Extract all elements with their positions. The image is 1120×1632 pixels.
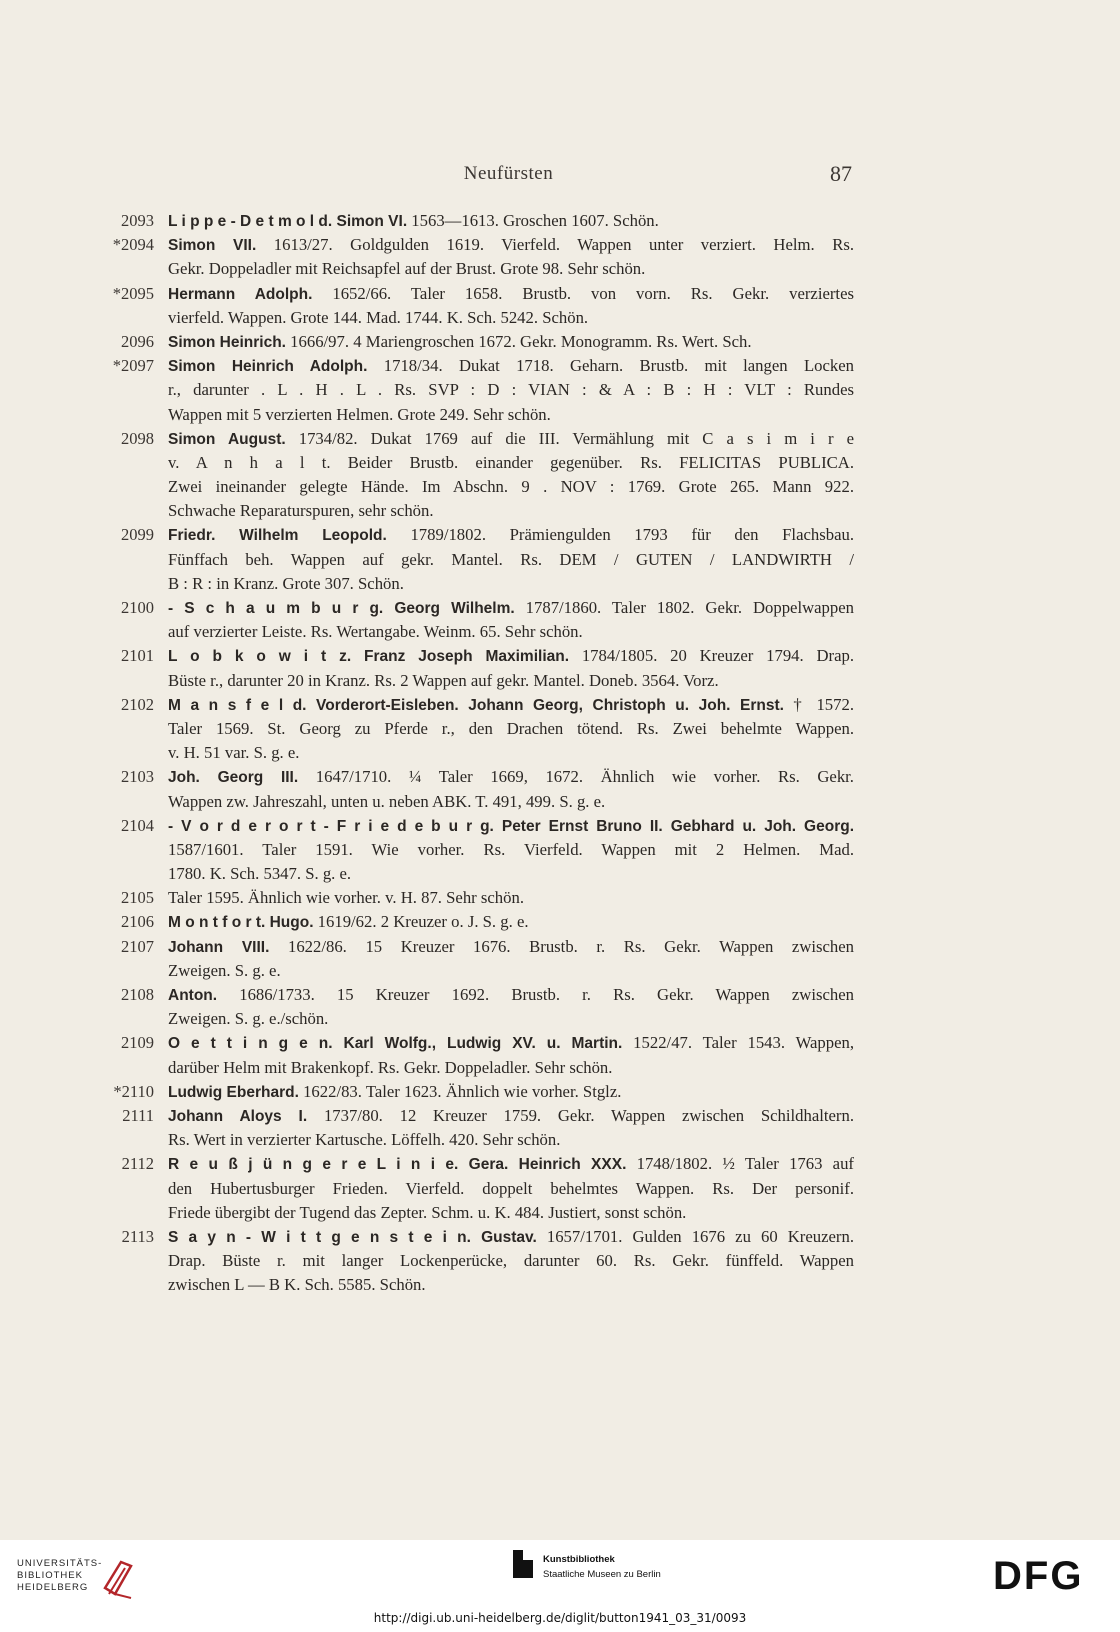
entry-text: 1652/66. Taler 1658. Brustb. von vorn. Rs. Gekr. verziertes (312, 283, 854, 303)
entry-number: 2104 (121, 815, 154, 835)
entry-number: 2098 (121, 428, 154, 448)
entry-heading: Simon Heinrich. (168, 333, 286, 351)
entry-text: 1734/82. Dukat 1769 auf die III. Vermählung mit C a s i m i r e (285, 428, 854, 448)
source-url[interactable]: http://digi.ub.uni-heidelberg.de/diglit/button1941_03_31/0093 (373, 1611, 747, 1625)
entry-line (168, 330, 854, 354)
catalog-entry (0, 814, 1120, 887)
entry-line (168, 814, 854, 838)
entry-line (168, 233, 854, 257)
entry-number: 2107 (121, 936, 154, 956)
entry-number: 2108 (121, 985, 154, 1004)
entry-text: r., darunter . L . H . L . Rs. SVP : D : VIAN : & A : B : H : VLT : Rundes (168, 380, 854, 400)
entry-heading: Friedr. Wilhelm Leopold. (168, 527, 387, 545)
kunstbibliothek-icon (513, 1550, 533, 1578)
entry-text: Wappen mit 5 verzierten Helmen. Grote 249. Sehr schön. (168, 404, 551, 424)
page-title: Neufürsten (463, 163, 554, 184)
entry-number: 2109 (121, 1033, 154, 1053)
entry-line (168, 403, 854, 427)
entry-text: Zweigen. S. g. e./schön. (168, 1009, 329, 1029)
entry-line (168, 209, 854, 233)
catalog-entry (0, 209, 1120, 233)
entry-number: 2100 (121, 598, 154, 617)
entry-line (168, 475, 854, 499)
entry-line (168, 523, 854, 547)
entry-number: *2094 (112, 235, 154, 255)
entry-line (168, 790, 854, 814)
entry-text: 1748/1802. ½ Taler 1763 auf (626, 1154, 854, 1174)
entry-line (168, 959, 854, 983)
entry-text: Gekr. Doppeladler mit Reichsapfel auf der Brust. Grote 98. Sehr schön. (168, 259, 646, 279)
entry-text: Schwache Reparaturspuren, sehr schön. (168, 501, 434, 521)
entry-line (168, 1007, 854, 1031)
entry-line (168, 282, 854, 306)
catalog-entry (0, 1152, 1120, 1225)
entry-text: Zwei ineinander gelegte Hände. Im Abschn. 9 . NOV : 1769. Grote 265. Mann 922. (168, 477, 854, 497)
entry-heading: - S c h a u m b u r g. Georg Wilhelm. (168, 600, 515, 617)
entry-number: 2105 (121, 888, 154, 908)
catalog-entry (0, 1031, 1120, 1079)
entry-line (168, 717, 854, 741)
entry-line (168, 862, 854, 886)
entry-text: 1666/97. 4 Mariengroschen 1672. Gekr. Monogramm. Rs. Wert. Sch. (286, 331, 752, 351)
entry-line (168, 596, 854, 620)
footer (0, 1540, 1120, 1632)
entry-text: auf verzierter Leiste. Rs. Wertangabe. Weinm. 65. Sehr schön. (168, 622, 583, 642)
entry-line (168, 741, 854, 765)
entry-text: darüber Helm mit Brakenkopf. Rs. Gekr. Doppeladler. Sehr schön. (168, 1057, 613, 1077)
entry-line (168, 1225, 854, 1249)
dfg-logo[interactable]: DFG (993, 1554, 1084, 1598)
entry-heading: Simon VII. (168, 237, 257, 255)
ub-book-icon (101, 1558, 135, 1602)
entry-heading: M a n s f e l d. Vorderort-Eisleben. Johann Georg, Christoph u. Joh. Ernst. (168, 696, 784, 714)
entry-number: 2101 (121, 646, 154, 666)
entry-line (168, 427, 854, 451)
catalog-entry (0, 910, 1120, 934)
entry-text: Zweigen. S. g. e. (168, 960, 281, 980)
entry-text: 1780. K. Sch. 5347. S. g. e. (168, 864, 352, 884)
entry-number: 2099 (121, 525, 154, 545)
entry-number: 2113 (121, 1226, 154, 1246)
entry-text: 1619/62. 2 Kreuzer o. J. S. g. e. (313, 912, 529, 932)
entry-line (168, 499, 854, 523)
entry-line (168, 306, 854, 330)
page-number: 87 (830, 161, 852, 186)
entry-heading: Anton. (168, 987, 218, 1004)
entry-number: 2112 (121, 1154, 154, 1174)
entry-text: v. A n h a l t. Beider Brustb. einander gegenüber. Rs. FELICITAS PUBLICA. (168, 452, 854, 472)
entry-text: Taler 1595. Ähnlich wie vorher. v. H. 87. Sehr schön. (168, 888, 524, 908)
entry-line (168, 378, 854, 402)
entry-text: vierfeld. Wappen. Grote 144. Mad. 1744. K. Sch. 5242. Schön. (168, 307, 589, 327)
entry-heading: R e u ß j ü n g e r e L i n i e. Gera. Heinrich XXX. (168, 1156, 627, 1174)
entry-heading: M o n t f o r t. Hugo. (168, 914, 314, 932)
entry-line (168, 1201, 854, 1225)
entry-text: 1647/1710. ¼ Taler 1669, 1672. Ähnlich wie vorher. Rs. Gekr. (298, 767, 854, 787)
entry-number: 2093 (121, 211, 154, 230)
entry-line (168, 1177, 854, 1201)
catalog-entry (0, 282, 1120, 330)
catalog-entry (0, 233, 1120, 281)
entry-line (168, 935, 854, 959)
catalog-entry (0, 886, 1120, 910)
entry-heading: L o b k o w i t z. Franz Joseph Maximilian. (168, 648, 570, 666)
kunstbibliothek-logo[interactable] (513, 1550, 713, 1590)
entry-text: 1563—1613. Groschen 1607. Schön. (407, 211, 659, 230)
ub-heidelberg-logo[interactable] (17, 1558, 137, 1602)
entry-text: 1787/1860. Taler 1802. Gekr. Doppelwappen (514, 598, 854, 617)
entry-number: 2102 (121, 694, 154, 714)
entry-text: zwischen L — B K. Sch. 5585. Schön. (168, 1275, 426, 1295)
entry-heading: L i p p e - D e t m o l d. Simon VI. (168, 213, 408, 230)
catalog-entries (0, 209, 1120, 1297)
entry-heading: O e t t i n g e n. Karl Wolfg., Ludwig XV. u. Martin. (168, 1035, 623, 1053)
entry-text: 1784/1805. 20 Kreuzer 1794. Drap. (569, 646, 854, 666)
entry-heading: Johann VIII. (168, 938, 270, 956)
entry-text: Rs. Wert in verzierter Kartusche. Löffelh. 420. Sehr schön. (168, 1130, 561, 1150)
entry-text: Wappen zw. Jahreszahl, unten u. neben ABK. T. 491, 499. S. g. e. (168, 791, 606, 811)
entry-line (168, 451, 854, 475)
catalog-entry (0, 1080, 1120, 1104)
entry-line (168, 983, 854, 1007)
catalog-entry (0, 330, 1120, 354)
entry-number: 2103 (121, 767, 154, 787)
entry-line (168, 1080, 854, 1104)
entry-text: Drap. Büste r. mit langer Lockenperücke, darunter 60. Rs. Gekr. fünffeld. Wappen (168, 1251, 854, 1271)
catalog-entry (0, 1225, 1120, 1298)
entry-line (168, 1056, 854, 1080)
entry-text: Büste r., darunter 20 in Kranz. Rs. 2 Wappen auf gekr. Mantel. Doneb. 3564. Vorz. (168, 670, 719, 690)
entry-text: 1522/47. Taler 1543. Wappen, (622, 1033, 855, 1053)
entry-line (168, 886, 854, 910)
entry-line (168, 354, 854, 378)
entry-text: † 1572. (783, 694, 854, 714)
entry-text: Taler 1569. St. Georg zu Pferde r., den Drachen tötend. Rs. Zwei behelmte Wappen. (168, 718, 854, 738)
entry-heading: - V o r d e r o r t - F r i e d e b u r g. Peter Ernst Bruno II. Gebhard u. Joh. Georg. (168, 817, 854, 835)
catalog-entry (0, 983, 1120, 1031)
catalog-entry (0, 693, 1120, 766)
entry-number: *2097 (112, 356, 154, 376)
entry-number: *2110 (113, 1081, 154, 1101)
entry-text: 1718/34. Dukat 1718. Geharn. Brustb. mit langen Locken (367, 356, 854, 376)
entry-line (168, 548, 854, 572)
entry-number: 2096 (121, 331, 154, 351)
entry-text: Friede übergibt der Tugend das Zepter. Schm. u. K. 484. Justiert, sonst schön. (168, 1202, 687, 1222)
entry-line (168, 257, 854, 281)
entry-line (168, 572, 854, 596)
entry-line (168, 693, 854, 717)
ub-logo-text: UNIVERSITÄTS- BIBLIOTHEK HEIDELBERG (17, 1558, 103, 1593)
entry-line (168, 1273, 854, 1297)
entry-text: 1587/1601. Taler 1591. Wie vorher. Rs. Vierfeld. Wappen mit 2 Helmen. Mad. (168, 839, 854, 859)
entry-text: B : R : in Kranz. Grote 307. Schön. (168, 573, 404, 593)
catalog-entry (0, 427, 1120, 524)
catalog-entry (0, 1104, 1120, 1152)
entry-heading: Joh. Georg III. (168, 769, 299, 787)
entry-text: Fünffach beh. Wappen auf gekr. Mantel. Rs. DEM / GUTEN / LANDWIRTH / (168, 549, 854, 569)
entry-heading: Simon August. (168, 430, 286, 448)
catalog-entry (0, 523, 1120, 596)
entry-number: 2106 (121, 912, 154, 932)
entry-line (168, 1152, 854, 1176)
entry-text: 1737/80. 12 Kreuzer 1759. Gekr. Wappen zwischen Schildhaltern. (307, 1105, 855, 1125)
catalog-entry (0, 596, 1120, 644)
entry-line (168, 620, 854, 644)
entry-text: den Hubertusburger Frieden. Vierfeld. doppelt behelmtes Wappen. Rs. Der personif. (168, 1178, 854, 1198)
entry-heading: S a y n - W i t t g e n s t e i n. Gustav. (168, 1228, 537, 1246)
entry-heading: Ludwig Eberhard. (168, 1083, 299, 1101)
catalog-entry (0, 354, 1120, 427)
entry-line (168, 1128, 854, 1152)
kb-name: Kunstbibliothek (543, 1554, 615, 1565)
running-head (165, 163, 852, 193)
entry-line (168, 644, 854, 668)
entry-heading: Hermann Adolph. (168, 285, 313, 303)
entry-text: 1622/83. Taler 1623. Ähnlich wie vorher. Stglz. (298, 1081, 622, 1101)
entry-line (168, 1031, 854, 1055)
entry-heading: Simon Heinrich Adolph. (168, 358, 368, 376)
entry-text: v. H. 51 var. S. g. e. (168, 743, 300, 763)
entry-line (168, 910, 854, 934)
catalog-entry (0, 765, 1120, 813)
entry-text: 1686/1733. 15 Kreuzer 1692. Brustb. r. Rs. Gekr. Wappen zwischen (217, 985, 854, 1004)
entry-text: 1789/1802. Prämiengulden 1793 für den Flachsbau. (386, 525, 854, 545)
entry-number: *2095 (112, 283, 154, 303)
catalog-entry (0, 935, 1120, 983)
catalog-entry (0, 644, 1120, 692)
entry-line (168, 669, 854, 693)
entry-heading: Johann Aloys I. (168, 1107, 308, 1125)
entry-number: 2111 (122, 1105, 154, 1125)
entry-line (168, 838, 854, 862)
entry-text: 1613/27. Goldgulden 1619. Vierfeld. Wappen unter verziert. Helm. Rs. (256, 235, 854, 255)
entry-line (168, 1249, 854, 1273)
entry-line (168, 765, 854, 789)
kb-subtitle: Staatliche Museen zu Berlin (543, 1569, 661, 1580)
entry-text: 1657/1701. Gulden 1676 zu 60 Kreuzern. (536, 1226, 854, 1246)
entry-text: 1622/86. 15 Kreuzer 1676. Brustb. r. Rs. Gekr. Wappen zwischen (269, 936, 855, 956)
entry-line (168, 1104, 854, 1128)
